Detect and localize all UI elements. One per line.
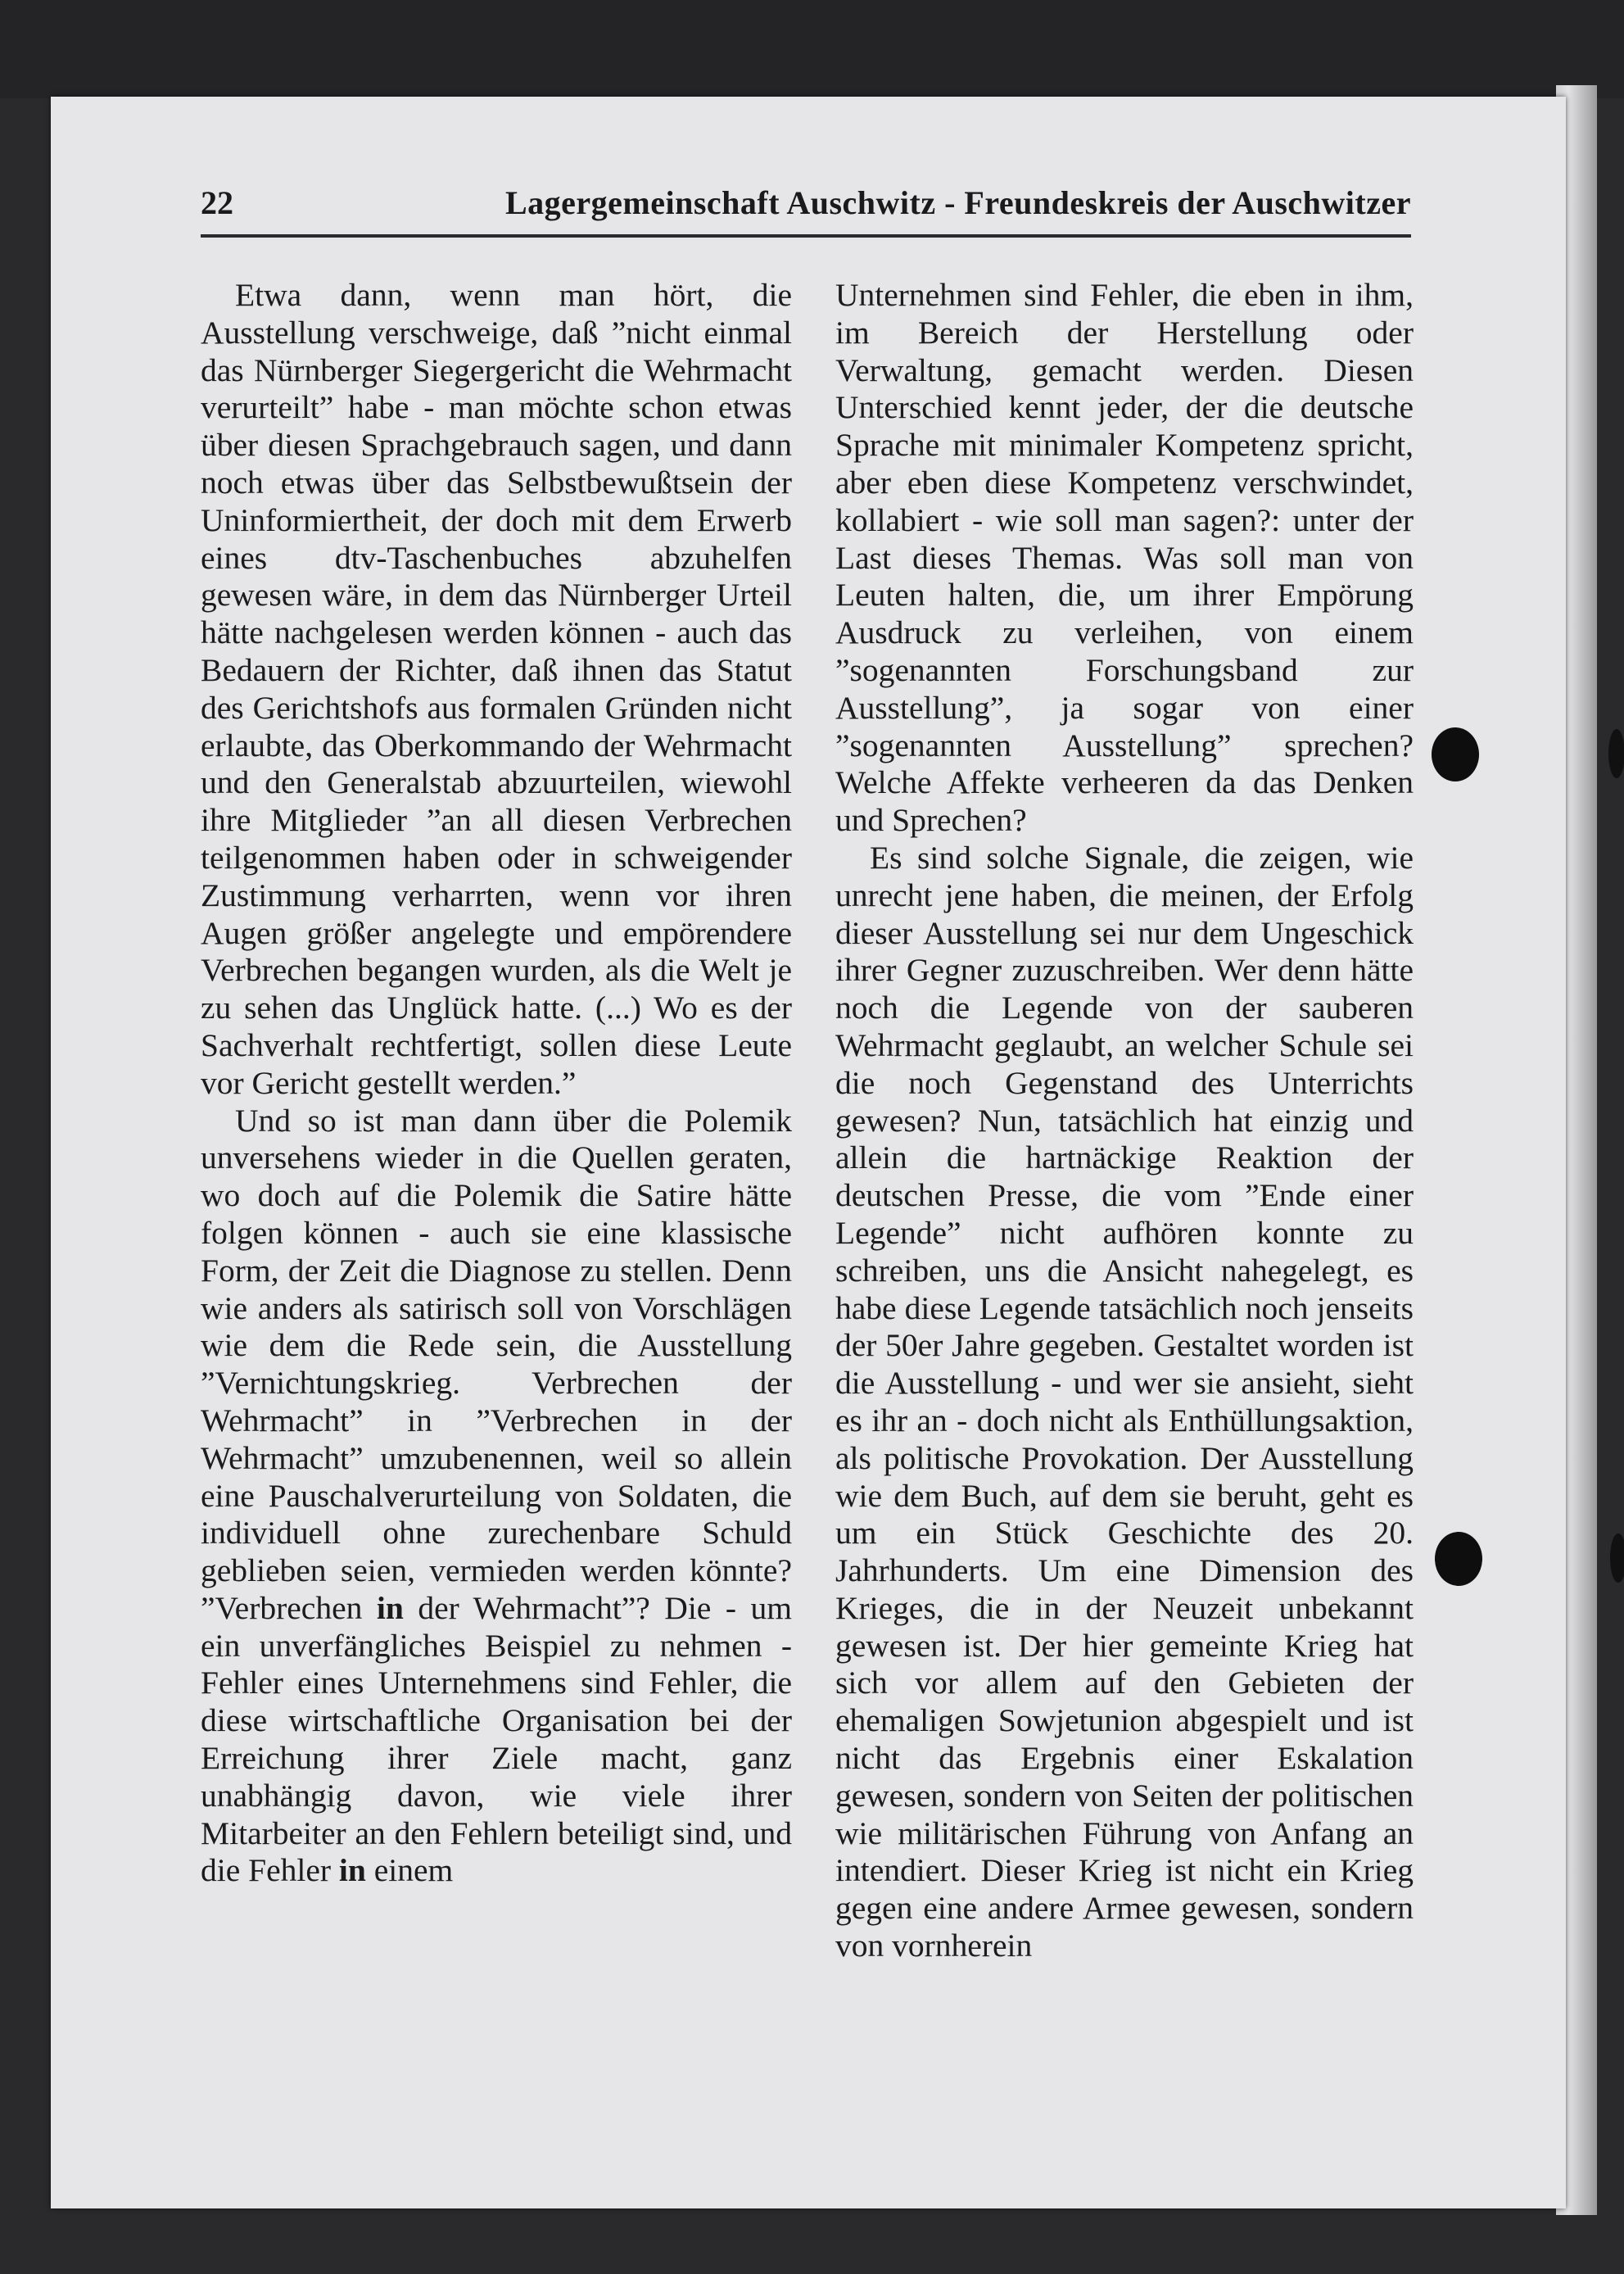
page-header xyxy=(201,182,1411,231)
text-run: der Wehrmacht”? Die - um ein unverfängliches Beispiel zu nehmen - Fehler eines Unternehmens sind Fehler, die diese wirtschaftliche Organisation bei der Erreichung ihrer Ziele macht, ganz unabhängig davon, wie viele ihrer Mitarbeiter an den Fehlern beteiligt sind, und die Fehler xyxy=(201,1589,793,1889)
scan-background xyxy=(0,0,1624,98)
punch-hole xyxy=(1608,729,1624,778)
header-rule xyxy=(201,234,1411,238)
emphasis-text: in xyxy=(376,1589,404,1626)
text-run: Und so ist man dann über die Polemik unversehens wieder in die Quellen geraten, wo doch auf die Polemik die Satire hätte folgen können - auch sie eine klassische Form, der Zeit die Diagnose zu stellen. Denn wie anders als satirisch soll von Vorschlägen wie dem die Rede sein, die Ausstellung ”Vernichtungskrieg. Verbrechen der Wehrmacht” in ”Verbrechen in der Wehrmacht” umzubenennen, weil so allein eine Pauschalverurteilung von Soldaten, die individuell ohne zurechenbare Schuld geblieben seien, vermieden werden könnte? ”Verbrechen xyxy=(201,1102,792,1626)
paragraph xyxy=(201,1103,792,1891)
text-column-left xyxy=(201,277,792,1890)
emphasis-text: in xyxy=(338,1852,366,1889)
punch-hole xyxy=(1610,1533,1624,1583)
text-run: einem xyxy=(365,1852,454,1889)
punch-hole xyxy=(1435,1532,1482,1586)
page-number: 22 xyxy=(201,184,233,221)
paragraph: Es sind solche Signale, die zeigen, wie unrecht jene haben, die meinen, der Erfolg dieser Ausstellung sei nur dem Ungeschick ihrer Gegner zuzuschreiben. Wer denn hätte noch die Legende von der sauberen Wehrmacht geglaubt, an welcher Schule sei die noch Gegenstand des Unterrichts gewesen? Nun, tatsächlich hat einzig und allein die hartnäckige Reaktion der deutschen Presse, die vom ”Ende einer Legende” nicht aufhören konnte zu schreiben, uns die Ansicht nahegelegt, es habe diese Legende tatsächlich noch jenseits der 50er Jahre gegeben. Gestaltet worden ist die Ausstellung - und wer sie ansieht, sieht es ihr an - doch nicht als Enthüllungsaktion, als politische Provokation. Der Ausstellung wie dem Buch, auf dem sie beruht, geht es um ein Stück Geschichte des 20. Jahrhunderts. Um eine Dimension des Krieges, die in der Neuzeit unbekannt gewesen ist. Der hier gemeinte Krieg hat sich vor allem auf den Gebieten der ehemaligen Sowjetunion abgespielt und ist nicht das Ergebnis einer Eskalation gewesen, sondern von Seiten der politischen wie militärischen Führung von Anfang an intendiert. Dieser Krieg ist nicht ein Krieg gegen eine andere Armee gewesen, sondern von vornherein xyxy=(835,839,1414,1964)
paragraph: Etwa dann, wenn man hört, die Ausstellung verschweige, daß ”nicht einmal das Nürnberger Siegergericht die Wehrmacht verurteilt” habe - man möchte schon etwas über diesen Sprachgebrauch sagen, und dann noch etwas über das Selbstbewußtsein der Uninformiertheit, der doch mit dem Erwerb eines dtv-Taschenbuches abzuhelfen gewesen wäre, in dem das Nürnberger Urteil hätte nachgelesen werden können - auch das Bedauern der Richter, daß ihnen das Statut des Gerichtshofs aus formalen Gründen nicht erlaubte, das Oberkommando der Wehrmacht und den Generalstab abzuurteilen, wiewohl ihre Mitglieder ”an all diesen Verbrechen teilgenommen haben oder in schweigender Zustimmung verharrten, wenn vor ihren Augen größer angelegte und empörendere Verbrechen begangen wurden, als die Welt je zu sehen das Unglück hatte. (...) Wo es der Sachverhalt rechtfertigt, sollen diese Leute vor Gericht gestellt werden.” xyxy=(201,277,792,1101)
running-title: Lagergemeinschaft Auschwitz - Freundeskreis der Auschwitzer xyxy=(504,184,1411,221)
punch-hole xyxy=(1432,727,1479,781)
paragraph: Unternehmen sind Fehler, die eben in ihm, im Bereich der Herstellung oder Verwaltung, gemacht werden. Diesen Unterschied kennt jeder, der die deutsche Sprache mit minimaler Kompetenz spricht, aber eben diese Kompetenz verschwindet, kollabiert - wie soll man sagen?: unter der Last dieses Themas. Was soll man von Leuten halten, die, um ihrer Empörung Ausdruck zu verleihen, von einem ”sogenannten Forschungsband zur Ausstellung”, ja sogar von einer ”sogenannten Ausstellung” sprechen? Welche Affekte verheeren da das Denken und Sprechen? xyxy=(835,277,1414,839)
text-column-right xyxy=(835,277,1414,1965)
